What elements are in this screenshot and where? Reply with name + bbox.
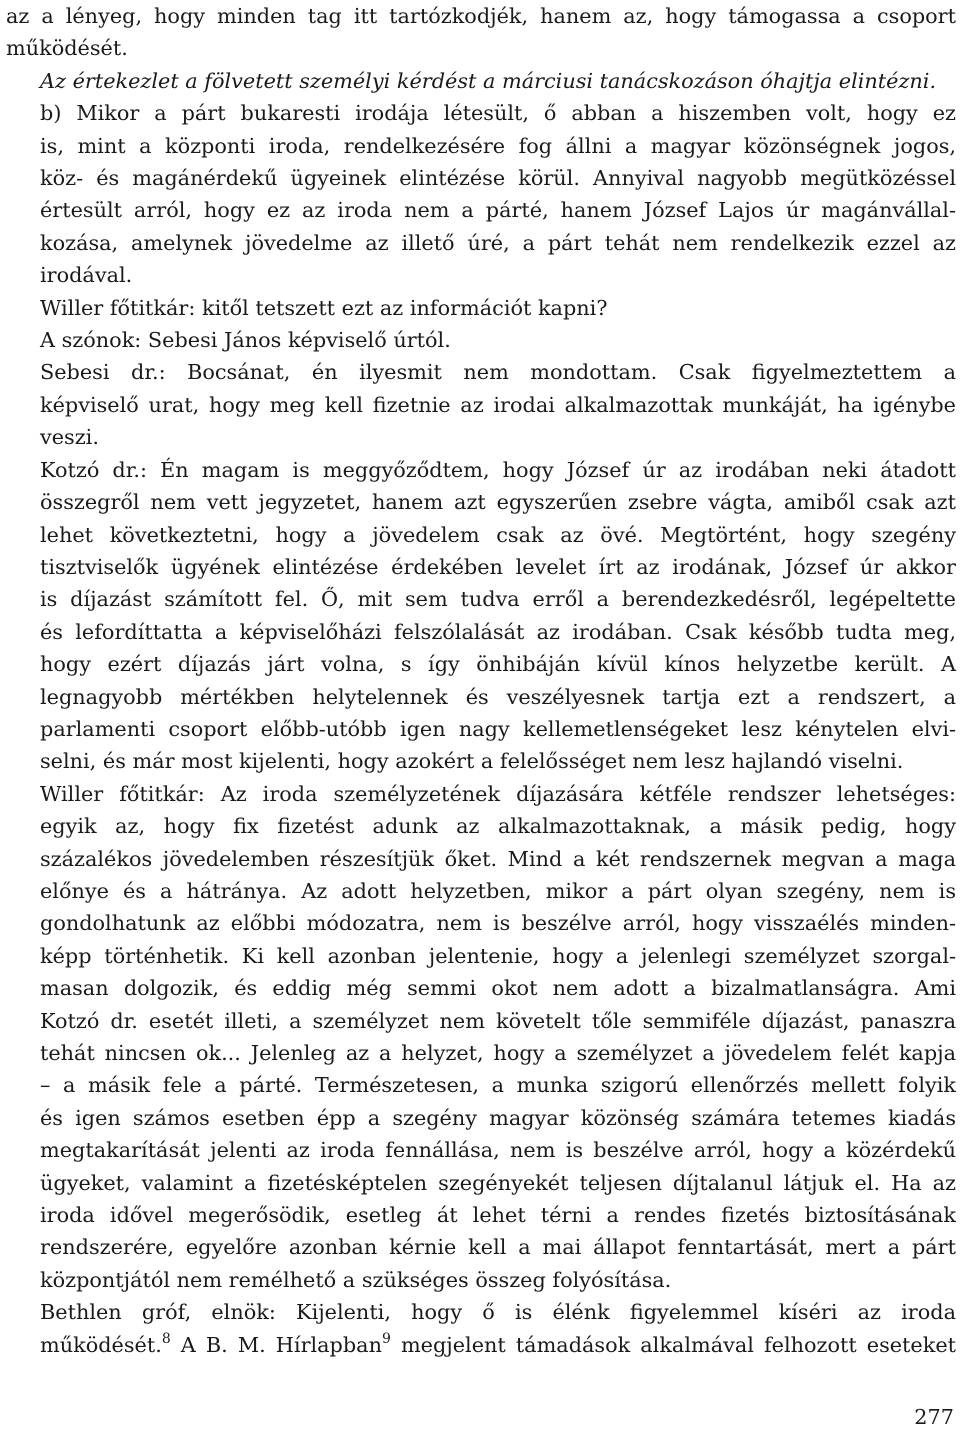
text-line: ügyeket, valamint a fizetésképtelen szegényekét teljesen díjtalanul látjuk el. Ha az [40, 1170, 956, 1195]
footnote-reference[interactable]: 9 [381, 1330, 391, 1347]
paragraph [6, 97, 956, 291]
paragraph [6, 356, 956, 453]
paragraph [6, 778, 956, 1297]
text-segment: A B. M. Hírlapban [170, 1332, 382, 1357]
text-line: gondolhatunk az előbbi módozatra, nem is beszélve arról, hogy visszaélés minden- [40, 911, 956, 936]
text-line: képp történhetik. Ki kell azonban jelentenie, hogy a jelenlegi személyzet szorgal- [40, 943, 956, 968]
paragraph [6, 324, 956, 356]
text-line: tehát nincsen ok... Jelenleg az a helyzet, hogy a személyzet a jövedelem felét kapja [40, 1041, 956, 1065]
paragraph [6, 65, 956, 97]
text-line: parlamenti csoport előbb-utóbb igen nagy kellemetlenségeket lesz kénytelen elvi- [40, 716, 956, 741]
text-line: kozása, amelynek jövedelme az illető úré, a párt tehát nem rendelkezik ezzel az [40, 230, 956, 255]
paragraph [6, 0, 956, 65]
text-segment: megjelent támadások alkalmával felhozott eseteket [390, 1332, 956, 1357]
text-line: iroda idővel megerősödik, esetleg át lehet térni a rendes fizetés biztosításának [40, 1203, 956, 1228]
text-line: központjától nem remélhető a szükséges összeg folyósítása. [40, 1267, 672, 1292]
text-line: működését. [6, 36, 128, 61]
text-line: Kotzó dr. esetét illeti, a személyzet nem követelt tőle semmiféle díjazást, panaszra [40, 1008, 956, 1033]
text-line: is, mint a központi iroda, rendelkezésére fog állni a magyar közönségnek jogos, [40, 133, 956, 158]
text-line: összegről nem vett jegyzetet, hanem azt egyszerűen zsebre vágta, amiből csak azt [40, 490, 956, 515]
text-line [6, 1329, 956, 1361]
paragraph-final [6, 1296, 956, 1361]
page-number: 277 [914, 1405, 954, 1429]
text-line: megtakarítását jelenti az iroda fennállása, nem is beszélve arról, hogy a közérdekű [40, 1138, 956, 1163]
text-line: Willer főtitkár: kitől tetszett ezt az információt kapni? [40, 295, 608, 320]
footnote-reference[interactable]: 8 [161, 1330, 171, 1347]
text-line: legnagyobb mértékben helytelennek és veszélyesnek tartja ezt a rendszert, a [40, 684, 956, 709]
paragraph [6, 454, 956, 778]
text-line: és lefordíttatta a képviselőházi felszólalását az irodában. Csak később tudta meg, [40, 619, 956, 644]
paragraph-list [6, 0, 956, 1296]
text-line: Sebesi dr.: Bocsánat, én ilyesmit nem mondottam. Csak figyelmeztettem a [40, 360, 956, 385]
text-line: hogy ezért díjazás járt volna, s így önhibáján kívül kínos helyzetbe került. A [40, 652, 956, 677]
text-line: lehet következtetni, hogy a jövedelem csak az övé. Megtörtént, hogy szegény [40, 522, 956, 547]
text-line: köz- és magánérdekű ügyeinek elintézése körül. Annyival nagyobb megütközéssel [40, 166, 956, 191]
paragraph [6, 292, 956, 324]
text-line: rendszerére, egyelőre azonban kérnie kell a mai állapot fenntartását, mert a párt [40, 1235, 956, 1260]
document-page [6, 0, 956, 1361]
text-line: Kotzó dr.: Én magam is meggyőződtem, hogy József úr az irodában neki átadott [40, 457, 956, 482]
text-line: veszi. [40, 425, 99, 450]
text-line: Bethlen gróf, elnök: Kijelenti, hogy ő is élénk figyelemmel kíséri az iroda [40, 1300, 956, 1325]
text-line: Willer főtitkár: Az iroda személyzetének díjazására kétféle rendszer lehetséges: [40, 781, 956, 806]
text-line: egyik az, hogy fix fizetést adunk az alkalmazottaknak, a másik pedig, hogy [40, 814, 956, 839]
text-line: irodával. [40, 263, 133, 288]
text-line: masan dolgozik, és eddig még semmi okot nem adott a bizalmatlanságra. Ami [40, 976, 956, 1001]
text-line: b) Mikor a párt bukaresti irodája létesült, ő abban a hiszemben volt, hogy ez [40, 101, 956, 126]
text-line: képviselő urat, hogy meg kell fizetnie az irodai alkalmazottak munkáját, ha igénybe [40, 392, 956, 417]
text-line: és igen számos esetben épp a szegény magyar közönség számára tetemes kiadás [40, 1105, 956, 1130]
text-segment: működését. [40, 1332, 162, 1357]
text-line: – a másik fele a párté. Természetesen, a munka szigorú ellenőrzés mellett folyik [40, 1073, 956, 1098]
text-line: is díjazást számított fel. Ő, mit sem tudva erről a berendezkedésről, legépeltette [40, 587, 956, 612]
text-line: tisztviselők ügyének elintézése érdekében levelet írt az irodának, József úr akkor [40, 554, 956, 579]
text-line: A szónok: Sebesi János képviselő úrtól. [40, 328, 451, 353]
text-line: százalékos jövedelemben részesítjük őket. Mind a két rendszernek megvan a maga [40, 846, 956, 871]
text-line: Az értekezlet a fölvetett személyi kérdést a márciusi tanácskozáson óhajtja elintézni. [40, 68, 937, 93]
text-line: előnye és a hátránya. Az adott helyzetben, mikor a párt olyan szegény, nem is [40, 878, 956, 903]
text-line: selni, és már most kijelenti, hogy azokért a felelősséget nem lesz hajlandó viselni. [40, 749, 904, 774]
text-line: értesült arról, hogy ez az iroda nem a párté, hanem József Lajos úr magánvállal- [40, 198, 956, 223]
text-line: az a lényeg, hogy minden tag itt tartózkodjék, hanem az, hogy támogassa a csoport [6, 4, 956, 28]
